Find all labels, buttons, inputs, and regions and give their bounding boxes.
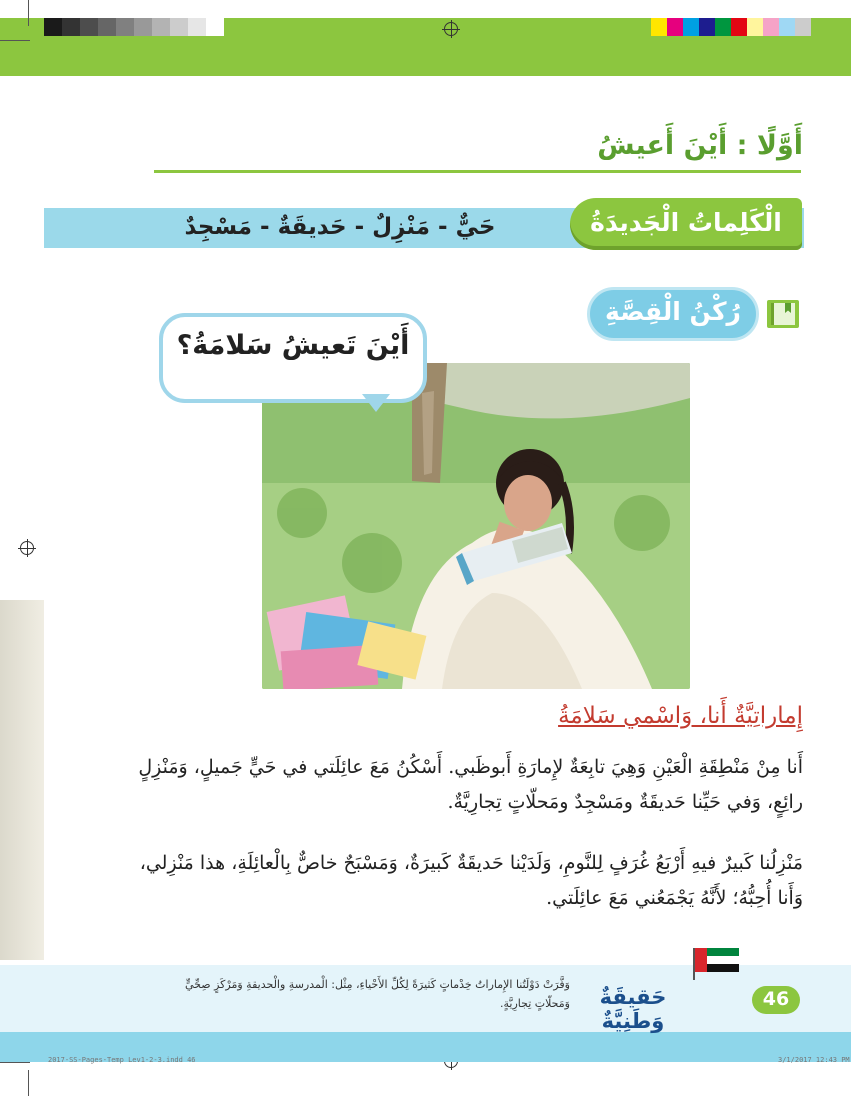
registration-mark-left [20,541,34,555]
new-words-list: حَيٌّ - مَنْزِلٌ - حَديقَةٌ - مَسْجِدٌ [184,214,496,240]
story-paragraph-1: أَنا مِنْ مَنْطِقَةِ الْعَيْنِ وَهِيَ تابِعَةٌ لإِمارَةِ أَبوظَبي. أَسْكُنُ مَعَ عائِلَتي في حَيٍّ جَميلٍ، وَمَنْزِلٍ رائِعٍ، وَفي حَيِّنا حَديقَةٌ ومَسْجِدٌ ومَحلّاتٍ تِجارِيَّةٌ. [138,756,803,813]
page-number: 46 [762,988,790,1010]
crop-mark [0,1062,30,1063]
story-corner-label: رُكْنُ الْقِصَّةِ [605,297,741,326]
title-underline [154,170,801,173]
crop-mark [28,1070,29,1096]
story-paragraph-2: مَنْزِلُنا كَبيرٌ فيهِ أَرْبَعُ غُرَفٍ لِلنَّومِ، وَلَدَيْنا حَديقَةٌ كَبيرَةٌ، وَمَسْبَحٌ خاصٌّ بِالْعائِلَةِ، هذا مَنْزِلي، وَأَنا أُحِبُّهُ؛ لأَنَّهُ يَجْمَعُني مَعَ عائِلَتي. [139,852,803,909]
national-fact-label: حَقيقَةٌ وَطَنِيَّةٌ [599,985,667,1033]
uae-flag-icon [692,946,742,980]
registration-bar-color [651,18,811,36]
national-fact-text: وَفَّرَتْ دَوْلَتُنا الإِماراتُ خِدْماتٍ كَثيرَةً لِكُلِّ الأَحْياءِ، مِثْل: الْمدرسةِ والْحديقةِ وَمَرْكَزٍ صِحِّيٍّ وَمَحلّاتٍ تِجارِيَّةٍ. [185,978,570,1010]
crop-mark [28,0,29,26]
crop-mark [0,40,30,41]
new-words-label: الْكَلِماتُ الْجَديدَةُ [590,208,782,237]
story-title: إِماراتِيَّةٌ أَنا، وَاسْمي سَلامَةُ [558,703,803,729]
book-icon [765,296,801,332]
speech-bubble-text: أَيْنَ تَعيشُ سَلامَةُ؟ [176,330,410,361]
girl-reading-photo [262,363,690,689]
registration-mark-top [444,22,458,36]
page-edge-strip [0,600,44,960]
speech-bubble-tail [362,394,390,412]
print-slug-right: 3/1/2017 12:43 PM [778,1056,850,1064]
registration-bar-grayscale [44,18,224,36]
section-title: أَوَّلًا : أَيْنَ أَعيشُ [597,130,803,161]
print-slug-left: 2017-SS-Pages-Temp Lev1-2-3.indd 46 [48,1056,196,1064]
